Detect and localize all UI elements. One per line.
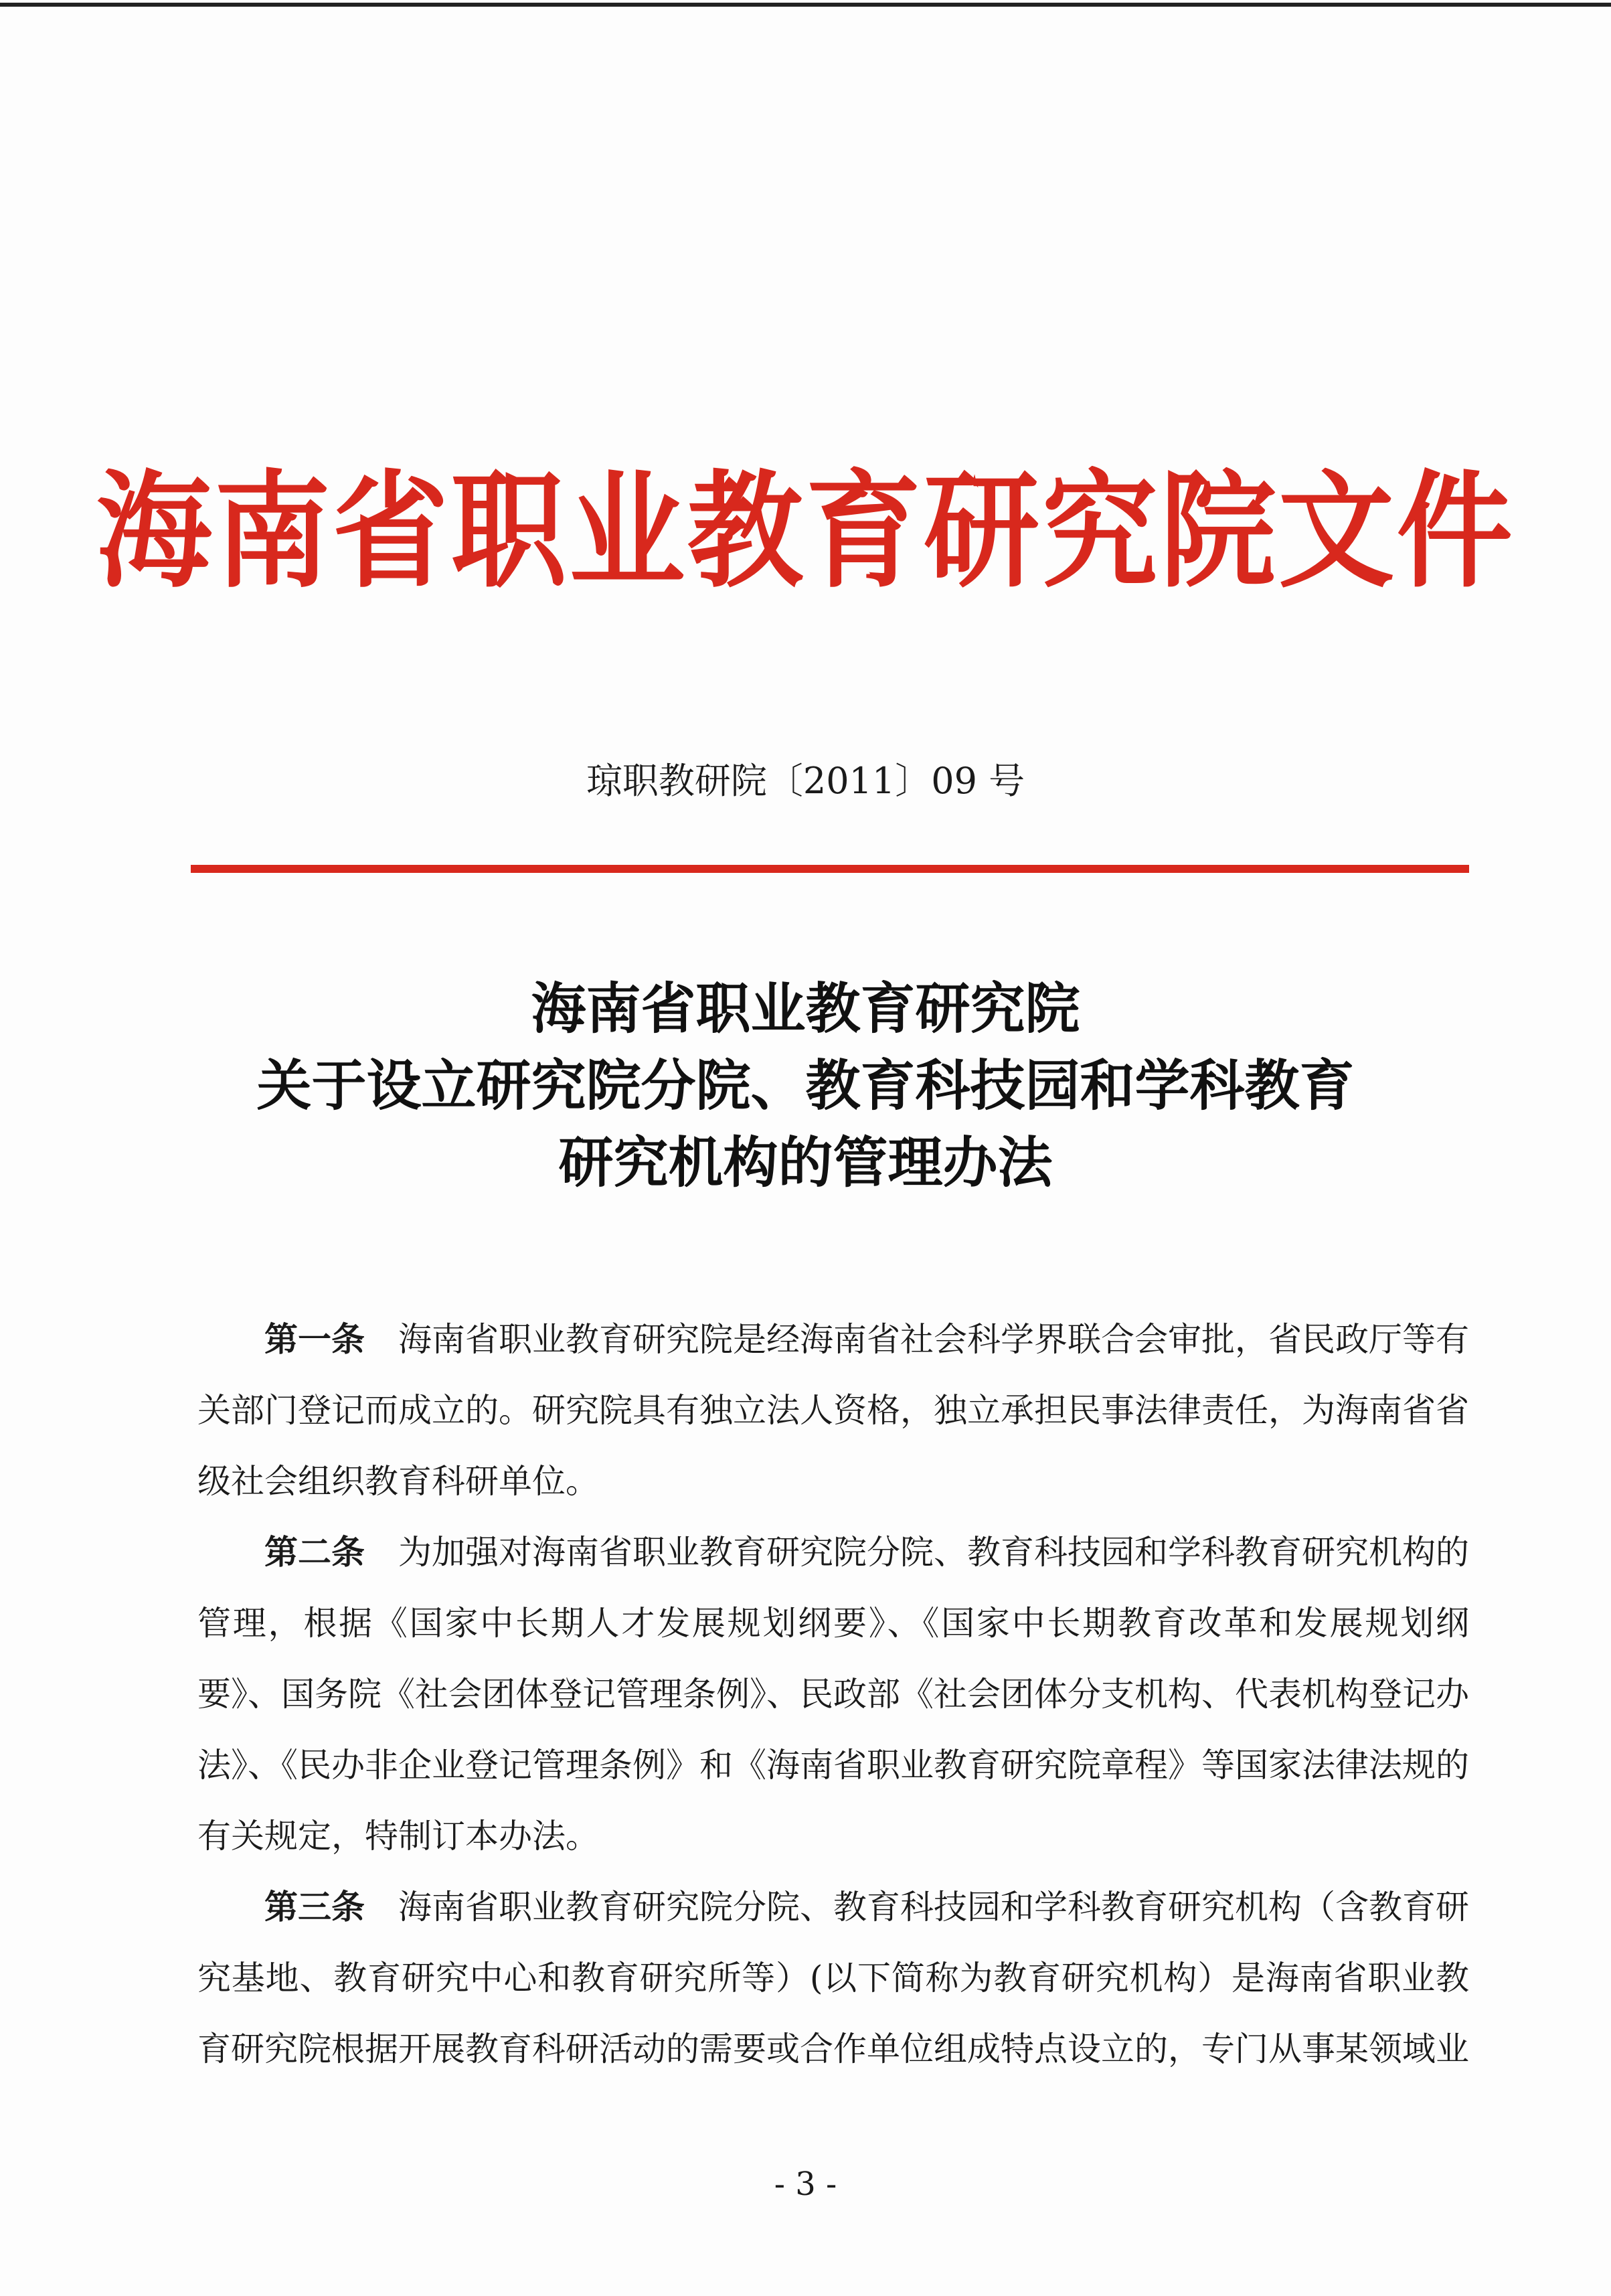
article-text: 为加强对海南省职业教育研究院分院、教育科技园和学科教育研究机构的管理，根据《国家中长期人才发展规划纲要》、《国家中长期教育改革和发展规划纲要》、国务院《社会团体登记管理条例》、民政部《社会团体分支机构、代表机构登记办法》、《民办非企业登记管理条例》和《海南省职业教育研究院章程》等国家法律法规的有关规定，特制订本办法。: [197, 1533, 1469, 1856]
document-body: [197, 1304, 1469, 2084]
title-line-1: 海南省职业教育研究院: [531, 977, 1080, 1041]
document-title: [0, 971, 1611, 1202]
title-line-3: 研究机构的管理办法: [558, 1131, 1053, 1195]
red-divider-line: [191, 865, 1469, 873]
scan-top-edge: [0, 3, 1611, 7]
article-text: 海南省职业教育研究院是经海南省社会科学界联合会审批，省民政厅等有关部门登记而成立的。研究院具有独立法人资格，独立承担民事法律责任，为海南省省级社会组织教育科研单位。: [197, 1320, 1469, 1501]
article-paragraph: [197, 1304, 1469, 1517]
article-label: 第二条: [264, 1533, 365, 1572]
title-line-2: 关于设立研究院分院、教育科技园和学科教育: [256, 1054, 1355, 1118]
article-text: 海南省职业教育研究院分院、教育科技园和学科教育研究机构（含教育研究基地、教育研究中心和教育研究所等）(以下简称为教育研究机构）是海南省职业教育研究院根据开展教育科研活动的需要或合作单位组成特点设立的，专门从事某领域业: [197, 1888, 1469, 2068]
article-paragraph: [197, 1872, 1469, 2084]
document-number: 琼职教研院〔2011〕09 号: [586, 760, 1025, 802]
article-paragraph: [197, 1517, 1469, 1872]
page-number: - 3 -: [774, 2165, 837, 2203]
document-header-title: 海南省职业教育研究院文件: [96, 457, 1515, 605]
article-label: 第三条: [264, 1888, 365, 1926]
article-label: 第一条: [264, 1320, 365, 1359]
